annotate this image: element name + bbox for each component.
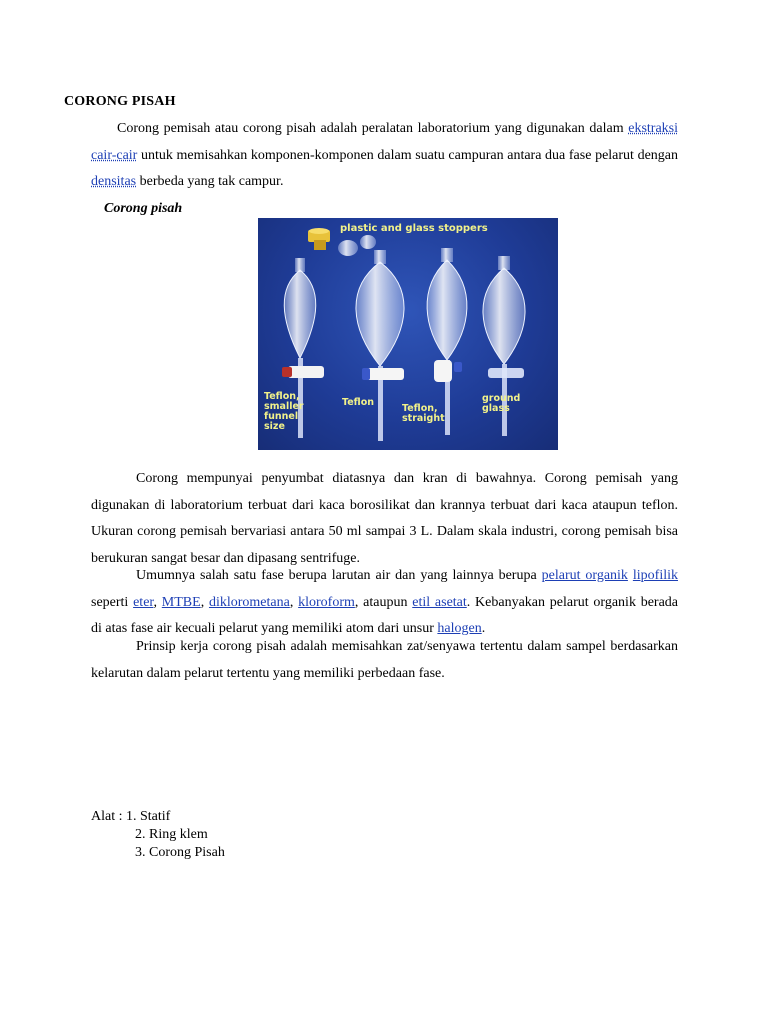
paragraph-intro [91,116,678,196]
equipment-item: 1. Statif [126,809,171,824]
equipment-label: Alat : [91,809,126,824]
yellow-stopper-icon [308,228,330,250]
image-caption: Corong pisah [104,201,183,216]
photo-label-1: Teflon, smaller funnel size [264,391,304,432]
link-diklorometana[interactable]: diklorometana [208,594,290,610]
link-densitas[interactable]: densitas [91,174,137,189]
text: . [481,621,486,636]
text: , [289,594,299,610]
text: seperti [91,594,134,610]
text: Umumnya salah satu fase berupa larutan air dan yang lainnya berupa [136,568,542,583]
paragraph-principle [91,634,678,687]
text: Corong mempunyai penyumbat diatasnya dan kran di bawahnya. Corong pemisah yang digunakan di laboratorium terbuat dari kaca borosilikat dan krannya terbuat dari kaca ataupun teflon. Ukuran corong pemisah bervariasi antara 50 ml sampai 3 L. Dalam skala industri, corong pemisah bisa berukuran sangat besar dan dipasang sentrifuge. [91,471,678,566]
text: Prinsip kerja corong pisah adalah memisahkan zat/senyawa tertentu dalam sampel berdasarkan kelarutan dalam pelarut tertentu yang memiliki perbedaan fase. [91,639,678,681]
text: , ataupun [354,594,413,610]
text: , [200,594,209,610]
link-etil-asetat[interactable]: etil asetat [412,594,467,610]
text: , [153,594,162,610]
text: untuk memisahkan komponen-komponen dalam suatu campuran antara dua fase pelarut dengan [137,147,678,163]
link-eter[interactable]: eter [133,594,154,610]
photo-label-stoppers: plastic and glass stoppers [340,223,488,234]
photo-label-3: Teflon, straight [402,403,445,424]
equipment-row-3 [91,844,225,862]
separatory-funnel-photo [258,218,558,450]
link-kloroform[interactable]: kloroform [298,594,355,610]
equipment-list [91,808,225,862]
equipment-row-1 [91,808,225,826]
page-title: CORONG PISAH [64,94,176,109]
equipment-item: 2. Ring klem [135,827,208,842]
equipment-row-2 [91,826,225,844]
link-pelarut-organik[interactable]: pelarut organik [541,568,628,583]
paragraph-description [91,466,678,572]
paragraph-phases [91,563,678,643]
link-halogen[interactable]: halogen [437,621,482,636]
funnel-2 [356,250,404,441]
photo-label-2: Teflon [342,397,374,408]
text: Corong pemisah atau corong pisah adalah peralatan laboratorium yang digunakan dalam [117,121,629,136]
link-ekstraksi-cair-cair[interactable]: ekstraksi cair-cair [91,121,678,163]
equipment-item: 3. Corong Pisah [135,845,225,860]
text: berbeda yang tak campur. [136,174,284,189]
link-lipofilik[interactable]: lipofilik [632,568,678,583]
text: . Kebanyakan pelarut organik berada di atas fase air kecuali pelarut yang memiliki atom dari unsur [91,594,679,636]
photo-label-4: ground glass [482,393,521,414]
link-mtbe[interactable]: MTBE [161,594,201,610]
